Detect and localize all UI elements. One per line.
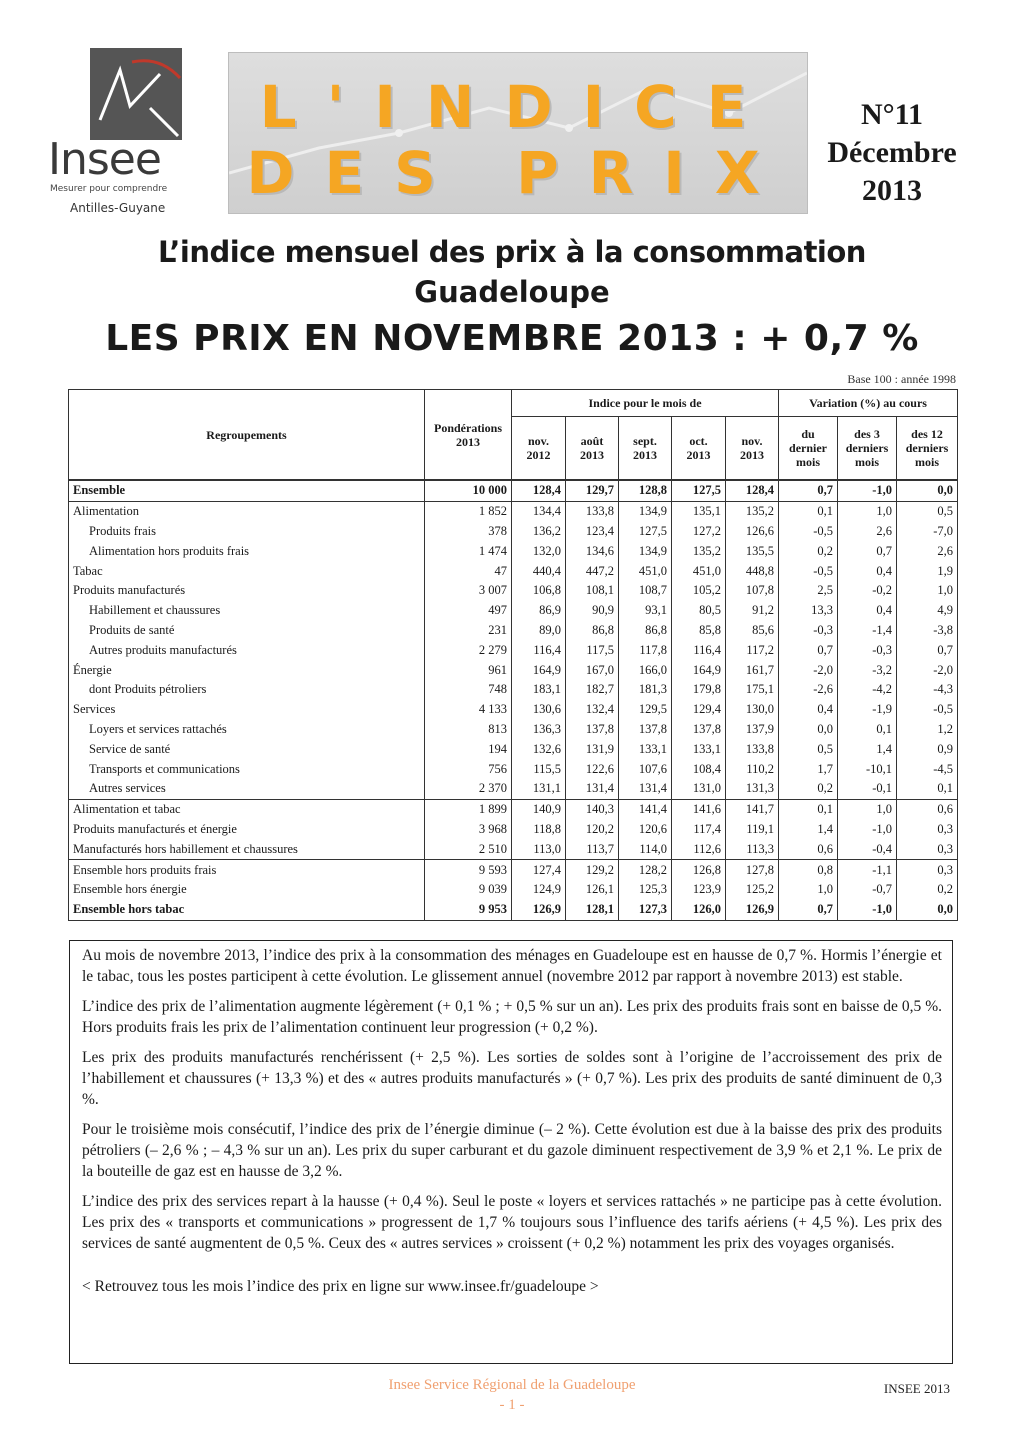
row-index-value: 129,2 <box>566 860 619 880</box>
row-variation-value: -3,8 <box>897 621 958 641</box>
row-variation-value: 0,6 <box>897 799 958 819</box>
footer-publisher-name: Insee Service Régional de la Guadeloupe <box>388 1377 636 1393</box>
row-label: Alimentation et tabac <box>69 799 425 819</box>
row-variation-value: 1,4 <box>838 739 897 759</box>
table-row <box>69 839 958 859</box>
row-label: dont Produits pétroliers <box>69 680 425 700</box>
row-label: Alimentation <box>69 501 425 521</box>
row-variation-value: 0,0 <box>897 900 958 920</box>
row-label: Loyers et services rattachés <box>69 720 425 740</box>
row-weight: 378 <box>425 522 512 542</box>
row-variation-value: 0,8 <box>779 860 838 880</box>
row-variation-value: 13,3 <box>779 601 838 621</box>
row-index-value: 128,4 <box>512 480 566 501</box>
issue-year: 2013 <box>862 174 922 207</box>
logo-wordmark: Insee <box>48 134 161 185</box>
row-label: Ensemble hors produits frais <box>69 860 425 880</box>
row-variation-value: 1,0 <box>838 799 897 819</box>
summary-paragraph: L’indice des prix des services repart à la hausse (+ 0,4 %). Seul le poste « loyers et services rattachés » ne participe pas à cette évolution. Les prix des « transports et communications » progressent de 1,7 % toujours sous l’influence des tarifs aériens (+ 4,5 %). Les prix des services de santé augmentent de 0,5 %. Ceux des « autres services » croissent (+ 0,2 %) notamment les prix des voyages organisés. <box>82 1193 942 1252</box>
row-index-value: 134,9 <box>619 541 672 561</box>
table-row <box>69 880 958 900</box>
row-index-value: 85,6 <box>726 621 779 641</box>
row-index-value: 137,8 <box>619 720 672 740</box>
row-variation-value: -4,5 <box>897 759 958 779</box>
row-index-value: 127,3 <box>619 900 672 920</box>
page-subtitle-region: Guadeloupe <box>414 275 610 309</box>
row-variation-value: -4,3 <box>897 680 958 700</box>
publication-banner <box>228 52 808 214</box>
row-index-value: 179,8 <box>672 680 726 700</box>
row-index-value: 125,3 <box>619 880 672 900</box>
row-variation-value: 1,0 <box>838 501 897 521</box>
row-variation-value: -2,6 <box>779 680 838 700</box>
row-weight: 1 852 <box>425 501 512 521</box>
row-weight: 10 000 <box>425 480 512 501</box>
row-variation-value: -3,2 <box>838 660 897 680</box>
row-index-value: 134,4 <box>512 501 566 521</box>
row-index-value: 131,0 <box>672 779 726 799</box>
row-variation-value: 0,9 <box>897 739 958 759</box>
table-row <box>69 601 958 621</box>
row-index-value: 123,4 <box>566 522 619 542</box>
row-variation-value: -1,9 <box>838 700 897 720</box>
row-index-value: 135,1 <box>672 501 726 521</box>
row-index-value: 141,6 <box>672 799 726 819</box>
row-label: Produits frais <box>69 522 425 542</box>
row-index-value: 110,2 <box>726 759 779 779</box>
row-index-value: 131,4 <box>566 779 619 799</box>
row-index-value: 126,6 <box>726 522 779 542</box>
row-variation-value: 0,7 <box>779 480 838 501</box>
row-index-value: 125,2 <box>726 880 779 900</box>
row-label: Habillement et chaussures <box>69 601 425 621</box>
table-row <box>69 680 958 700</box>
row-index-value: 86,9 <box>512 601 566 621</box>
row-weight: 9 039 <box>425 880 512 900</box>
row-index-value: 131,4 <box>619 779 672 799</box>
row-variation-value: 1,9 <box>897 561 958 581</box>
row-weight: 2 279 <box>425 640 512 660</box>
table-row <box>69 860 958 880</box>
row-variation-value: 0,2 <box>779 541 838 561</box>
row-variation-value: -0,3 <box>838 640 897 660</box>
row-variation-value: -1,0 <box>838 480 897 501</box>
row-index-value: 127,4 <box>512 860 566 880</box>
row-index-value: 164,9 <box>512 660 566 680</box>
row-index-value: 114,0 <box>619 839 672 859</box>
header-month: nov. 2013 <box>726 417 779 481</box>
row-index-value: 183,1 <box>512 680 566 700</box>
row-variation-value: -1,0 <box>838 820 897 840</box>
header-regroupements: Regroupements <box>69 390 425 481</box>
row-index-value: 117,2 <box>726 640 779 660</box>
row-weight: 2 370 <box>425 779 512 799</box>
row-variation-value: -7,0 <box>897 522 958 542</box>
row-index-value: 133,1 <box>672 739 726 759</box>
row-index-value: 126,8 <box>672 860 726 880</box>
row-variation-value: 0,1 <box>838 720 897 740</box>
row-index-value: 129,5 <box>619 700 672 720</box>
row-index-value: 120,6 <box>619 820 672 840</box>
table-row <box>69 820 958 840</box>
row-index-value: 127,8 <box>726 860 779 880</box>
row-variation-value: 1,0 <box>779 880 838 900</box>
table-row <box>69 799 958 819</box>
row-index-value: 107,8 <box>726 581 779 601</box>
row-label: Transports et communications <box>69 759 425 779</box>
row-index-value: 132,4 <box>566 700 619 720</box>
insee-logo-mark-icon <box>90 48 182 140</box>
header-month: août 2013 <box>566 417 619 481</box>
row-weight: 194 <box>425 739 512 759</box>
row-index-value: 136,2 <box>512 522 566 542</box>
row-weight: 1 899 <box>425 799 512 819</box>
row-variation-value: -0,4 <box>838 839 897 859</box>
row-index-value: 133,8 <box>726 739 779 759</box>
row-index-value: 451,0 <box>672 561 726 581</box>
header-variation: des 3 derniers mois <box>838 417 897 481</box>
row-index-value: 119,1 <box>726 820 779 840</box>
row-index-value: 167,0 <box>566 660 619 680</box>
row-variation-value: 0,1 <box>779 501 838 521</box>
table-row <box>69 779 958 799</box>
insee-logo <box>48 46 188 221</box>
row-variation-value: 0,3 <box>897 820 958 840</box>
row-variation-value: -1,1 <box>838 860 897 880</box>
row-variation-value: -1,4 <box>838 621 897 641</box>
summary-paragraph: Au mois de novembre 2013, l’indice des prix à la consommation des ménages en Guadeloupe est en hausse de 0,7 %. Hormis l’énergie et le tabac, tous les postes participent à cette évolution. Le glissement annuel (novembre 2012 par rapport à novembre 2013) est stable. <box>82 947 942 985</box>
row-index-value: 108,7 <box>619 581 672 601</box>
row-index-value: 107,6 <box>619 759 672 779</box>
row-index-value: 182,7 <box>566 680 619 700</box>
row-index-value: 137,8 <box>566 720 619 740</box>
row-label: Alimentation hors produits frais <box>69 541 425 561</box>
table-row <box>69 759 958 779</box>
row-variation-value: 0,5 <box>779 739 838 759</box>
row-index-value: 106,8 <box>512 581 566 601</box>
row-index-value: 141,7 <box>726 799 779 819</box>
row-variation-value: 0,7 <box>897 640 958 660</box>
row-index-value: 105,2 <box>672 581 726 601</box>
row-index-value: 116,4 <box>512 640 566 660</box>
row-variation-value: 1,7 <box>779 759 838 779</box>
row-index-value: 134,9 <box>619 501 672 521</box>
row-variation-value: 0,2 <box>779 779 838 799</box>
row-index-value: 113,3 <box>726 839 779 859</box>
row-label: Produits manufacturés et énergie <box>69 820 425 840</box>
header-month: nov. 2012 <box>512 417 566 481</box>
row-index-value: 128,8 <box>619 480 672 501</box>
row-index-value: 127,5 <box>619 522 672 542</box>
row-variation-value: 0,6 <box>779 839 838 859</box>
row-index-value: 130,0 <box>726 700 779 720</box>
row-label: Ensemble hors énergie <box>69 880 425 900</box>
issue-month: Décembre <box>827 136 957 169</box>
row-index-value: 89,0 <box>512 621 566 641</box>
issue-info <box>812 96 972 210</box>
row-variation-value: 4,9 <box>897 601 958 621</box>
table-row <box>69 561 958 581</box>
header-ponderations: Pondérations 2013 <box>425 390 512 481</box>
row-index-value: 120,2 <box>566 820 619 840</box>
base-note: Base 100 : année 1998 <box>847 372 956 386</box>
summary-paragraph: Pour le troisième mois consécutif, l’indice des prix de l’énergie diminue (– 2 %). Cette évolution est due à la baisse des prix des produits pétroliers (– 2,6 % ; – 4,3 % sur un an). Les prix du super carburant et du gazole diminuent respectivement de 3,9 % et 2,1 %. Le prix de la bouteille de gaz est en hausse de 3,2 %. <box>82 1121 942 1180</box>
row-weight: 9 593 <box>425 860 512 880</box>
table-row <box>69 739 958 759</box>
row-weight: 961 <box>425 660 512 680</box>
row-index-value: 131,9 <box>566 739 619 759</box>
table-row <box>69 660 958 680</box>
banner-title-line-2: DES PRIX <box>246 139 790 207</box>
header-month: sept. 2013 <box>619 417 672 481</box>
row-variation-value: -0,1 <box>838 779 897 799</box>
row-variation-value: 0,1 <box>779 799 838 819</box>
row-index-value: 118,8 <box>512 820 566 840</box>
row-index-value: 108,1 <box>566 581 619 601</box>
row-index-value: 136,3 <box>512 720 566 740</box>
row-label: Autres produits manufacturés <box>69 640 425 660</box>
row-label: Produits manufacturés <box>69 581 425 601</box>
row-variation-value: 2,5 <box>779 581 838 601</box>
row-index-value: 117,5 <box>566 640 619 660</box>
table-row <box>69 700 958 720</box>
row-index-value: 131,3 <box>726 779 779 799</box>
row-variation-value: 0,3 <box>897 839 958 859</box>
row-index-value: 161,7 <box>726 660 779 680</box>
row-weight: 1 474 <box>425 541 512 561</box>
row-label: Tabac <box>69 561 425 581</box>
logo-region: Antilles-Guyane <box>70 201 166 215</box>
table-row <box>69 480 958 501</box>
row-weight: 231 <box>425 621 512 641</box>
website-link-text: < Retrouvez tous les mois l’indice des prix en ligne sur www.insee.fr/guadeloupe > <box>82 1278 599 1295</box>
row-index-value: 129,4 <box>672 700 726 720</box>
row-weight: 3 007 <box>425 581 512 601</box>
row-variation-value: 0,4 <box>838 561 897 581</box>
row-index-value: 93,1 <box>619 601 672 621</box>
header-variation: des 12 derniers mois <box>897 417 958 481</box>
row-variation-value: 0,3 <box>897 860 958 880</box>
row-index-value: 132,0 <box>512 541 566 561</box>
table-row <box>69 640 958 660</box>
row-index-value: 128,4 <box>726 480 779 501</box>
row-label: Autres services <box>69 779 425 799</box>
row-index-value: 91,2 <box>726 601 779 621</box>
row-index-value: 133,1 <box>619 739 672 759</box>
row-variation-value: 0,7 <box>779 640 838 660</box>
row-index-value: 122,6 <box>566 759 619 779</box>
row-index-value: 113,7 <box>566 839 619 859</box>
row-variation-value: -0,7 <box>838 880 897 900</box>
row-index-value: 86,8 <box>566 621 619 641</box>
row-index-value: 128,1 <box>566 900 619 920</box>
row-variation-value: 2,6 <box>838 522 897 542</box>
row-variation-value: 0,5 <box>897 501 958 521</box>
row-weight: 748 <box>425 680 512 700</box>
footer-copyright: INSEE 2013 <box>883 1381 950 1396</box>
row-variation-value: -1,0 <box>838 900 897 920</box>
row-variation-value: -0,5 <box>779 522 838 542</box>
row-index-value: 140,9 <box>512 799 566 819</box>
row-weight: 9 953 <box>425 900 512 920</box>
row-variation-value: 0,4 <box>838 601 897 621</box>
row-index-value: 123,9 <box>672 880 726 900</box>
table-row <box>69 541 958 561</box>
row-variation-value: 1,0 <box>897 581 958 601</box>
row-index-value: 447,2 <box>566 561 619 581</box>
footer-publisher <box>0 1375 1024 1415</box>
summary-text-box <box>69 940 953 1364</box>
row-index-value: 126,9 <box>726 900 779 920</box>
row-index-value: 135,5 <box>726 541 779 561</box>
row-label: Énergie <box>69 660 425 680</box>
row-index-value: 85,8 <box>672 621 726 641</box>
row-weight: 47 <box>425 561 512 581</box>
row-index-value: 108,4 <box>672 759 726 779</box>
row-variation-value: -2,0 <box>897 660 958 680</box>
page-headline: LES PRIX EN NOVEMBRE 2013 : + 0,7 % <box>105 318 919 359</box>
row-variation-value: -10,1 <box>838 759 897 779</box>
row-index-value: 113,0 <box>512 839 566 859</box>
row-weight: 813 <box>425 720 512 740</box>
row-index-value: 86,8 <box>619 621 672 641</box>
row-index-value: 116,4 <box>672 640 726 660</box>
row-variation-value: -0,3 <box>779 621 838 641</box>
row-variation-value: 0,0 <box>779 720 838 740</box>
row-index-value: 451,0 <box>619 561 672 581</box>
row-index-value: 131,1 <box>512 779 566 799</box>
row-weight: 2 510 <box>425 839 512 859</box>
row-index-value: 115,5 <box>512 759 566 779</box>
summary-paragraph: Les prix des produits manufacturés renchérissent (+ 2,5 %). Les sorties de soldes sont à l’origine de l’accroissement des prix de l’habillement et chaussures (+ 13,3 %) et des « autres produits manufacturés » (+ 0,7 %). Les prix des produits de santé diminuent de 0,3 %. <box>82 1049 942 1108</box>
page-number: - 1 - <box>499 1397 525 1413</box>
row-label: Ensemble hors tabac <box>69 900 425 920</box>
row-index-value: 127,2 <box>672 522 726 542</box>
logo-tagline: Mesurer pour comprendre <box>50 184 168 194</box>
page-title: L’indice mensuel des prix à la consommation <box>158 235 866 269</box>
header-variation-group: Variation (%) au cours <box>779 390 958 417</box>
row-variation-value: 1,4 <box>779 820 838 840</box>
banner-title-line-1: L'INDICE <box>259 73 777 141</box>
table-row <box>69 621 958 641</box>
row-label: Service de santé <box>69 739 425 759</box>
row-index-value: 164,9 <box>672 660 726 680</box>
row-index-value: 440,4 <box>512 561 566 581</box>
table-row <box>69 522 958 542</box>
row-variation-value: 0,1 <box>897 779 958 799</box>
summary-paragraph: L’indice des prix de l’alimentation augmente légèrement (+ 0,1 % ; + 0,5 % sur un an). Les prix des produits frais sont en baisse de 0,5 %. Hors produits frais les prix de l’alimentation continuent leur progression (+ 0,2 %). <box>82 998 942 1036</box>
row-index-value: 140,3 <box>566 799 619 819</box>
row-variation-value: -0,5 <box>779 561 838 581</box>
row-index-value: 137,9 <box>726 720 779 740</box>
row-index-value: 112,6 <box>672 839 726 859</box>
row-index-value: 134,6 <box>566 541 619 561</box>
row-variation-value: 1,2 <box>897 720 958 740</box>
row-index-value: 128,2 <box>619 860 672 880</box>
row-index-value: 135,2 <box>726 501 779 521</box>
row-variation-value: 0,0 <box>897 480 958 501</box>
row-index-value: 135,2 <box>672 541 726 561</box>
row-index-value: 133,8 <box>566 501 619 521</box>
table-row <box>69 900 958 920</box>
row-label: Services <box>69 700 425 720</box>
row-index-value: 117,8 <box>619 640 672 660</box>
row-index-value: 129,7 <box>566 480 619 501</box>
row-index-value: 126,1 <box>566 880 619 900</box>
row-index-value: 181,3 <box>619 680 672 700</box>
row-variation-value: 0,7 <box>838 541 897 561</box>
row-label: Produits de santé <box>69 621 425 641</box>
row-variation-value: 0,4 <box>779 700 838 720</box>
page-titles <box>0 232 1024 362</box>
row-variation-value: -0,5 <box>897 700 958 720</box>
row-index-value: 137,8 <box>672 720 726 740</box>
header-indice-group: Indice pour le mois de <box>512 390 779 417</box>
row-index-value: 132,6 <box>512 739 566 759</box>
price-index-table <box>68 389 958 921</box>
row-index-value: 90,9 <box>566 601 619 621</box>
row-index-value: 130,6 <box>512 700 566 720</box>
row-index-value: 141,4 <box>619 799 672 819</box>
row-weight: 497 <box>425 601 512 621</box>
row-index-value: 117,4 <box>672 820 726 840</box>
row-index-value: 124,9 <box>512 880 566 900</box>
row-variation-value: 0,7 <box>779 900 838 920</box>
row-index-value: 126,0 <box>672 900 726 920</box>
row-weight: 756 <box>425 759 512 779</box>
header-month: oct. 2013 <box>672 417 726 481</box>
row-index-value: 175,1 <box>726 680 779 700</box>
row-variation-value: -0,2 <box>838 581 897 601</box>
row-index-value: 126,9 <box>512 900 566 920</box>
row-variation-value: 2,6 <box>897 541 958 561</box>
table-row <box>69 581 958 601</box>
row-index-value: 448,8 <box>726 561 779 581</box>
table-row <box>69 501 958 521</box>
row-index-value: 80,5 <box>672 601 726 621</box>
table-row <box>69 720 958 740</box>
row-index-value: 166,0 <box>619 660 672 680</box>
row-label: Manufacturés hors habillement et chaussures <box>69 839 425 859</box>
row-weight: 3 968 <box>425 820 512 840</box>
row-variation-value: -4,2 <box>838 680 897 700</box>
issue-number: N°11 <box>860 98 923 131</box>
row-label: Ensemble <box>69 480 425 501</box>
header-variation: du dernier mois <box>779 417 838 481</box>
row-weight: 4 133 <box>425 700 512 720</box>
row-index-value: 127,5 <box>672 480 726 501</box>
row-variation-value: -2,0 <box>779 660 838 680</box>
row-variation-value: 0,2 <box>897 880 958 900</box>
